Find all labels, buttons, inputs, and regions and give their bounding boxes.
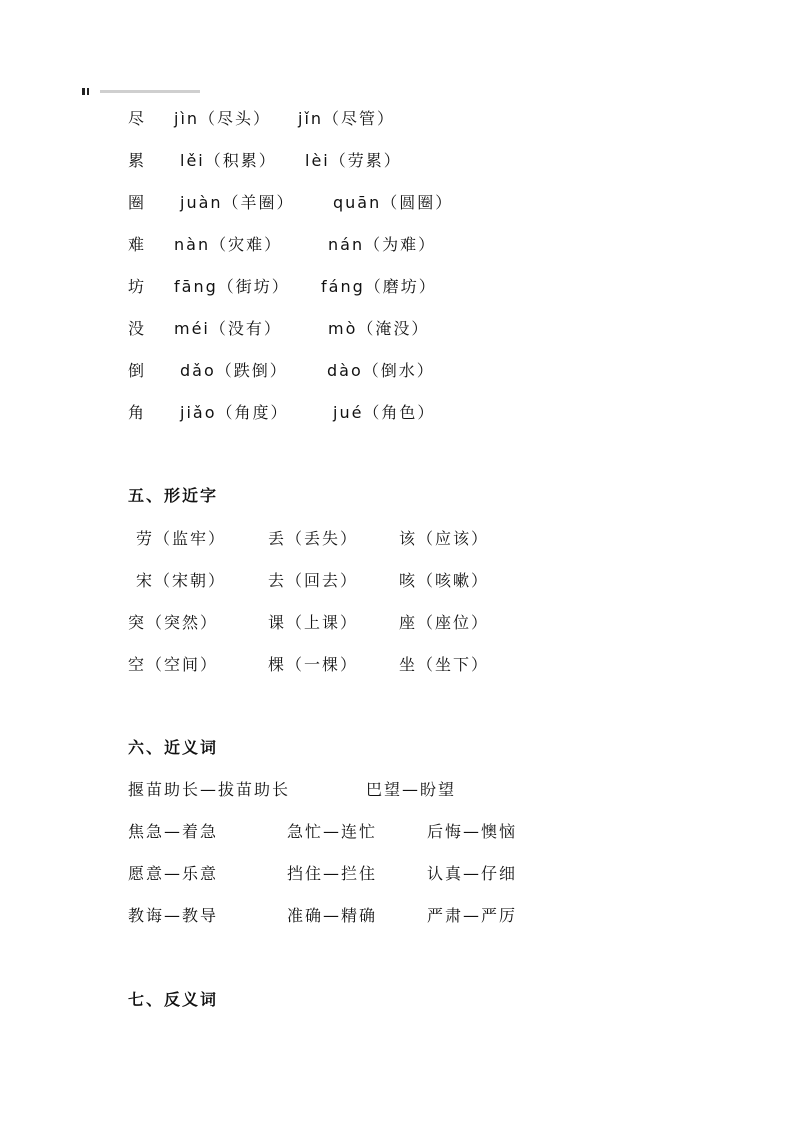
- similar-char-item: 宋（宋朝）: [136, 571, 227, 590]
- similar-char-item: 课（上课）: [268, 613, 359, 632]
- synonym-pair: 认真—仔细: [427, 864, 518, 883]
- mark-stroke: [82, 88, 85, 95]
- similar-char-item: 劳（监牢）: [136, 529, 227, 548]
- synonym-pair: 挡住—拦住: [287, 864, 378, 883]
- polyphone-reading-b: fáng（磨坊）: [321, 277, 437, 296]
- similar-char-item: 空（空间）: [128, 655, 219, 674]
- polyphone-char: 角: [128, 403, 147, 422]
- synonym-pair: 焦急—着急: [128, 822, 219, 841]
- polyphone-char: 没: [128, 319, 147, 338]
- polyphone-reading-b: quān（圆圈）: [333, 193, 454, 212]
- polyphone-char: 难: [128, 235, 147, 254]
- polyphone-reading-a: dǎo（跌倒）: [180, 361, 288, 380]
- synonym-pair: 揠苗助长—拔苗助长: [128, 780, 291, 799]
- similar-char-item: 该（应该）: [399, 529, 490, 548]
- polyphone-reading-a: fāng（街坊）: [174, 277, 290, 296]
- synonym-pair: 准确—精确: [287, 906, 378, 925]
- polyphone-reading-a: lěi（积累）: [180, 151, 277, 170]
- polyphone-char: 圈: [128, 193, 147, 212]
- polyphone-reading-b: mò（淹没）: [328, 319, 430, 338]
- polyphone-reading-b: nán（为难）: [328, 235, 437, 254]
- polyphone-reading-a: jiǎo（角度）: [180, 403, 289, 422]
- similar-char-item: 咳（咳嗽）: [399, 571, 490, 590]
- polyphone-char: 坊: [128, 277, 147, 296]
- similar-char-item: 棵（一棵）: [268, 655, 359, 674]
- similar-char-item: 丢（丢失）: [268, 529, 359, 548]
- similar-char-item: 坐（坐下）: [399, 655, 490, 674]
- section-heading-similar-characters: 五、形近字: [128, 486, 219, 505]
- mark-stroke: [87, 88, 89, 95]
- synonym-pair: 教诲—教导: [128, 906, 219, 925]
- section-heading-synonyms: 六、近义词: [128, 738, 219, 757]
- similar-char-item: 座（座位）: [399, 613, 490, 632]
- synonym-pair: 严肃—严厉: [427, 906, 518, 925]
- similar-char-item: 突（突然）: [128, 613, 219, 632]
- polyphone-reading-a: nàn（灾难）: [174, 235, 283, 254]
- polyphone-reading-a: jìn（尽头）: [174, 109, 272, 128]
- similar-char-item: 去（回去）: [268, 571, 359, 590]
- scan-header-mark: [82, 88, 202, 96]
- mark-faint-line: [100, 90, 200, 93]
- synonym-pair: 急忙—连忙: [287, 822, 378, 841]
- synonym-pair: 愿意—乐意: [128, 864, 219, 883]
- polyphone-reading-b: lèi（劳累）: [305, 151, 402, 170]
- synonym-pair: 巴望—盼望: [366, 780, 457, 799]
- polyphone-reading-b: jué（角色）: [333, 403, 436, 422]
- polyphone-char: 尽: [128, 109, 147, 128]
- polyphone-reading-a: juàn（羊圈）: [180, 193, 295, 212]
- polyphone-char: 倒: [128, 361, 147, 380]
- synonym-pair: 后悔—懊恼: [427, 822, 518, 841]
- polyphone-reading-b: dào（倒水）: [327, 361, 435, 380]
- polyphone-reading-b: jǐn（尽管）: [298, 109, 396, 128]
- section-heading-antonyms: 七、反义词: [128, 990, 219, 1009]
- polyphone-reading-a: méi（没有）: [174, 319, 282, 338]
- polyphone-char: 累: [128, 151, 147, 170]
